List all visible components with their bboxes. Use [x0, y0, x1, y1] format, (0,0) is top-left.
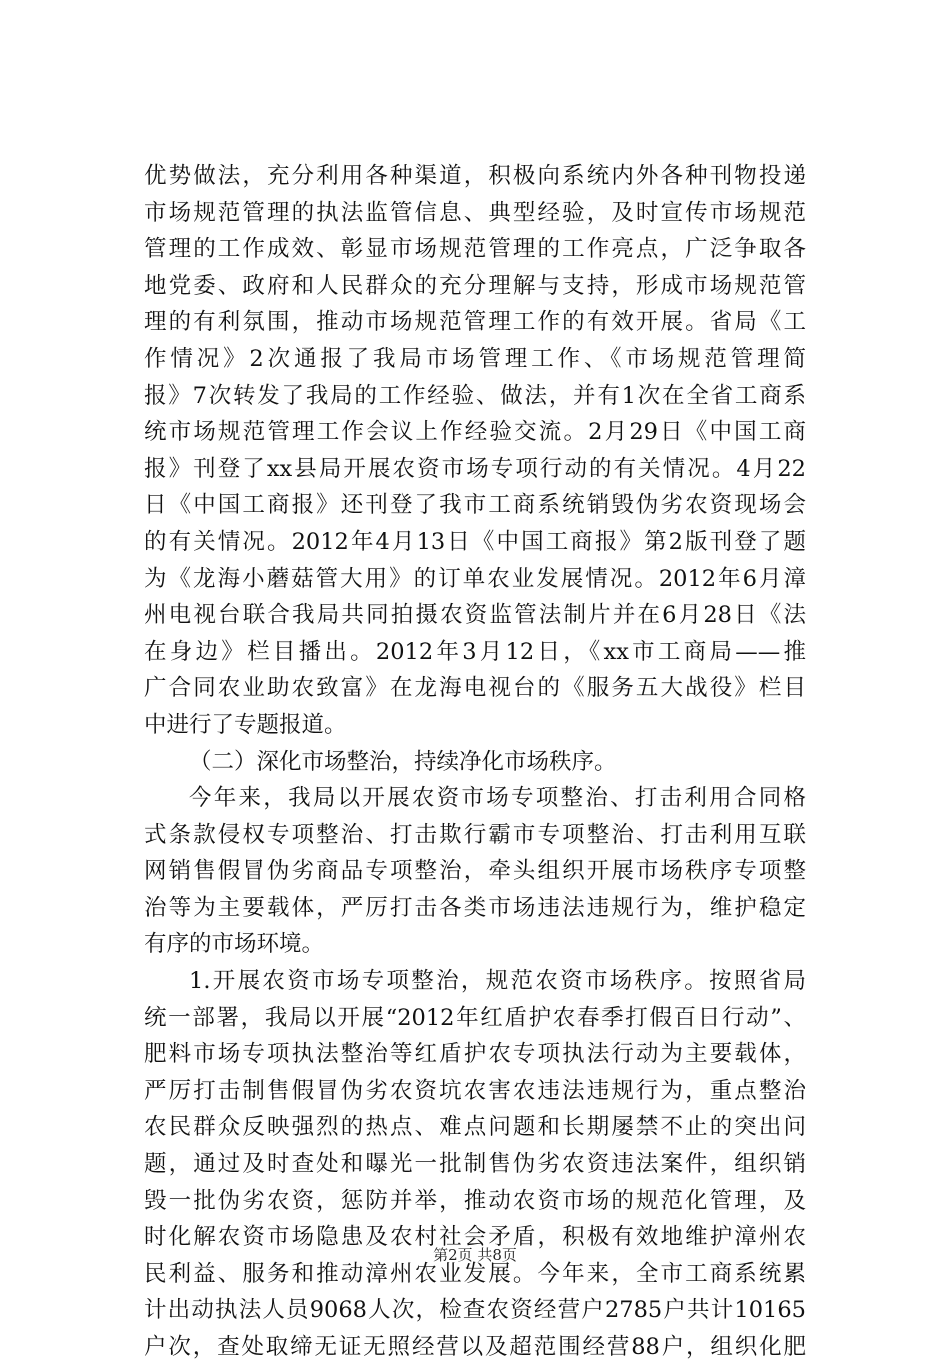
text-line: 计出动执法人员9068人次，检查农资经营户2785户共计10165 — [144, 1297, 806, 1324]
text-line: 为《龙海小蘑菇管大用》的订单农业发展情况。2012年6月漳 — [144, 565, 806, 592]
text-line: 优势做法，充分利用各种渠道，积极向系统内外各种刊物投递 — [144, 163, 806, 189]
text-line: 1.开展农资市场专项整治，规范农资市场秩序。按照省局 — [189, 968, 806, 995]
page-number-footer: 第2页 共8页 — [433, 1246, 517, 1264]
text-line: 州电视台联合我局共同拍摄农资监管法制片并在6月28日《法 — [144, 602, 806, 629]
text-line: 统一部署，我局以开展“2012年红盾护农春季打假百日行动”、 — [144, 1004, 806, 1031]
text-line: 时化解农资市场隐患及农村社会矛盾，积极有效地维护漳州农 — [144, 1224, 806, 1251]
text-line: 报》7次转发了我局的工作经验、做法，并有1次在全省工商系 — [144, 382, 806, 409]
text-line: 毁一批伪劣农资，惩防并举，推动农资市场的规范化管理，及 — [144, 1187, 806, 1214]
text-line: 地党委、政府和人民群众的充分理解与支持，形成市场规范管 — [144, 272, 806, 299]
text-line: 式条款侵权专项整治、打击欺行霸市专项整治、打击利用互联 — [144, 821, 806, 848]
text-line: 题，通过及时查处和曝光一批制售伪劣农资违法案件，组织销 — [144, 1151, 806, 1178]
text-line: 管理的工作成效、彰显市场规范管理的工作亮点，广泛争取各 — [144, 236, 806, 263]
text-line: 理的有利氛围，推动市场规范管理工作的有效开展。省局《工 — [144, 309, 806, 336]
text-line: 治等为主要载体，严厉打击各类市场违法违规行为，维护稳定 — [144, 894, 806, 921]
text-line: 市场规范管理的执法监管信息、典型经验，及时宣传市场规范 — [144, 199, 806, 226]
text-line: 农民群众反映强烈的热点、难点问题和长期屡禁不止的突出问 — [144, 1114, 806, 1141]
text-line: 报》刊登了xx县局开展农资市场专项行动的有关情况。4月22 — [144, 455, 806, 482]
text-line: 今年来，我局以开展农资市场专项整治、打击利用合同格 — [189, 785, 806, 812]
text-line: 在身边》栏目播出。2012年3月12日，《xx市工商局——推 — [144, 638, 806, 665]
section-heading: （二）深化市场整治，持续净化市场秩序。 — [189, 748, 617, 775]
text-line: 民利益、服务和推动漳州农业发展。今年来，全市工商系统累 — [144, 1260, 806, 1287]
document-body — [144, 158, 806, 1366]
text-line: 的有关情况。2012年4月13日《中国工商报》第2版刊登了题 — [144, 528, 806, 555]
text-line: 中进行了专题报道。 — [144, 711, 347, 738]
text-line: 作情况》2次通报了我局市场管理工作、《市场规范管理简 — [144, 345, 806, 372]
text-line: 广合同农业助农致富》在龙海电视台的《服务五大战役》栏目 — [144, 675, 806, 702]
text-line: 日《中国工商报》还刊登了我市工商系统销毁伪劣农资现场会 — [144, 492, 806, 519]
text-line: 网销售假冒伪劣商品专项整治，牵头组织开展市场秩序专项整 — [144, 858, 806, 885]
text-line: 统市场规范管理工作会议上作经验交流。2月29日《中国工商 — [144, 419, 806, 446]
text-line: 户次，查处取缔无证无照经营以及超范围经营88户，组织化肥 — [144, 1334, 806, 1360]
text-line: 有序的市场环境。 — [144, 931, 325, 958]
text-line: 肥料市场专项执法整治等红盾护农专项执法行动为主要载体， — [144, 1041, 806, 1068]
text-line: 严厉打击制售假冒伪劣农资坑农害农违法违规行为，重点整治 — [144, 1077, 806, 1104]
